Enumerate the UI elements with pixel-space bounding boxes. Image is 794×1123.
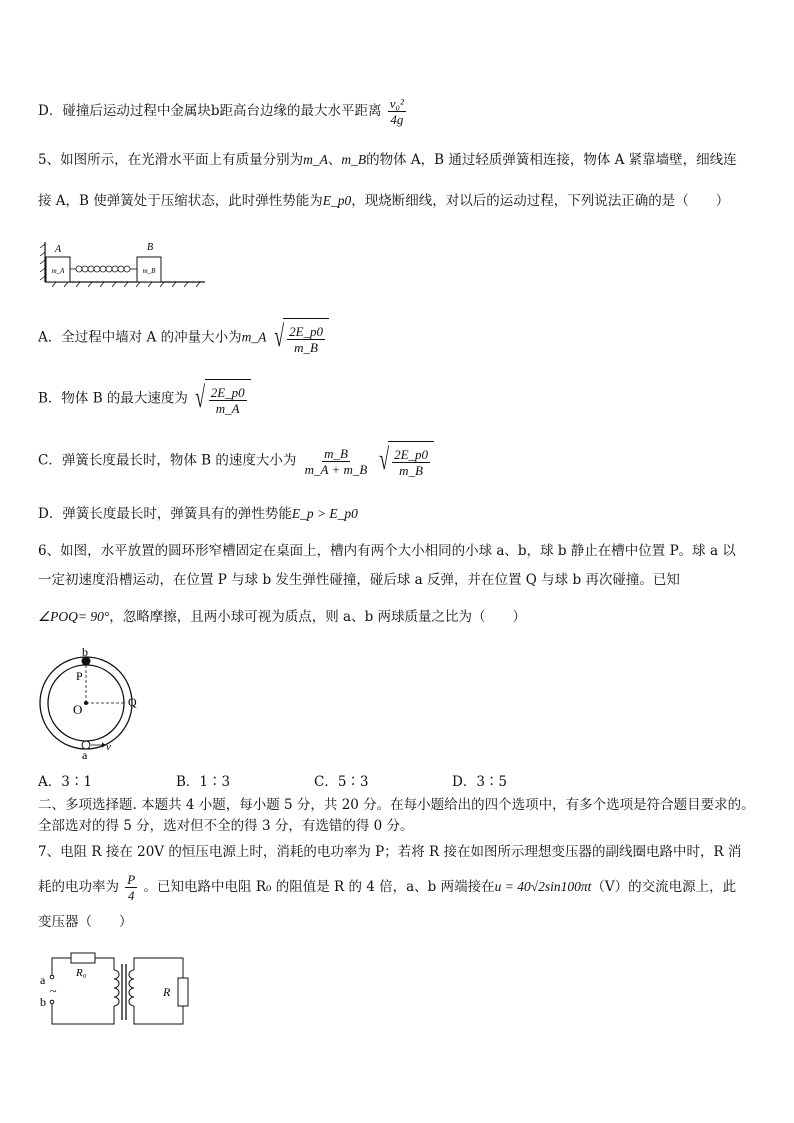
svg-text:Q: Q bbox=[128, 695, 137, 709]
q7-line1: 7、电阻 R 接在 20V 的恒压电源上时，消耗的电功率为 P；若将 R 接在如图所示理想变压器的副线圈电路中时，R 消 bbox=[38, 844, 742, 860]
svg-text:R: R bbox=[163, 985, 171, 999]
fraction-v0sq-over-4g: $\frac{\text{v₀²}}{4g}$ bbox=[389, 96, 404, 127]
q7-line3: 变压器（ ） bbox=[38, 914, 133, 930]
q4-option-d: D．碰撞后运动过程中金属块b距高台边缘的最大水平距离 $\frac{\text{v₀²}}{4g}$ bbox=[38, 96, 404, 127]
svg-text:R₀: R₀ bbox=[76, 967, 87, 979]
svg-text:P: P bbox=[76, 669, 83, 683]
section2-line2: 全部选对的得 5 分，选对但不全的得 3 分，有选错的得 0 分。 bbox=[38, 818, 414, 834]
ring-groove-figure bbox=[38, 644, 148, 760]
q6-option-c: C．5∶3 bbox=[314, 774, 369, 790]
q5-option-c: C．弹簧长度最长时，物体 B 的速度大小为 $\frac{m\_B}{m\_A + m\_B}$ √ $\frac{2E\_p0}{m\_B}$ bbox=[38, 441, 758, 481]
sqrt-2ep0-over-mb: √ $\frac{2E\_p0}{m\_B}$ bbox=[271, 318, 329, 358]
svg-text:b: b bbox=[82, 645, 88, 659]
q6-line2: 一定初速度沿槽运动，在位置 P 与球 b 发生弹性碰撞，碰后球 a 反弹，并在位置 Q 与球 b 再次碰撞。已知 bbox=[38, 572, 680, 588]
svg-text:b: b bbox=[40, 995, 46, 1009]
label-a: A bbox=[54, 244, 62, 255]
q7-line2: 耗的电功率为 $\frac{P}{4}$ 。已知电路中电阻 R₀ 的阻值是 R 的 4 倍，a、b 两端接在u = 40√2sin100πt（V）的交流电源上，此 bbox=[38, 872, 737, 903]
label-mb: m_B bbox=[142, 267, 156, 275]
transformer-circuit-figure bbox=[38, 948, 190, 1028]
sqrt-2ep0-over-mb-c: √ $\frac{2E\_p0}{m\_B}$ bbox=[376, 441, 434, 481]
q5-option-a: A．全过程中墙对 A 的冲量大小为m_A √ $\frac{2E\_p0}{m\_B}$ bbox=[38, 318, 758, 358]
svg-text:a: a bbox=[40, 973, 46, 987]
q6-option-b: B．1∶3 bbox=[176, 774, 231, 790]
resistor-r bbox=[178, 978, 188, 1006]
fraction-p-over-4: $\frac{P}{4}$ bbox=[127, 872, 136, 903]
sqrt-2ep0-over-ma: √ $\frac{2E\_p0}{m\_A}$ bbox=[192, 379, 250, 419]
label-ma: m_A bbox=[51, 267, 65, 275]
q5-line1: 5、如图所示，在光滑水平面上有质量分别为m_A、m_B的物体 A，B 通过轻质弹簧相连接，物体 A 紧靠墙壁，细线连 bbox=[38, 152, 737, 168]
svg-text:~: ~ bbox=[50, 984, 57, 998]
q6-option-a: A．3∶1 bbox=[38, 774, 92, 790]
resistor-r0 bbox=[71, 953, 95, 963]
section2-line1: 二、多项选择题. 本题共 4 小题，每小题 5 分，共 20 分。在每小题给出的四个选项中，有多个选项是符合题目要求的。 bbox=[38, 797, 755, 813]
fraction-mb-over-ma-plus-mb: $\frac{m\_B}{m\_A + m\_B}$ bbox=[304, 445, 368, 477]
q5-line2: 接 A，B 使弹簧处于压缩状态，此时弹性势能为E_p0，现烧断细线，对以后的运动过程，下列说法正确的是（ ） bbox=[38, 193, 730, 209]
q6-line1: 6、如图，水平放置的圆环形窄槽固定在桌面上，槽内有两个大小相同的小球 a、b，球 b 静止在槽中位置 P。球 a 以 bbox=[38, 543, 736, 559]
q6-line3: ∠POQ= 90°，忽略摩擦，且两小球可视为质点，则 a、b 两球质量之比为（ ） bbox=[38, 609, 527, 625]
svg-text:O: O bbox=[73, 702, 83, 717]
q6-options bbox=[38, 770, 758, 790]
spring bbox=[70, 266, 137, 272]
svg-text:a: a bbox=[82, 748, 88, 760]
svg-text:v: v bbox=[106, 741, 111, 753]
spring-block-figure bbox=[40, 236, 210, 288]
q6-option-d: D．3∶5 bbox=[452, 774, 508, 790]
q5-option-b: B．物体 B 的最大速度为 √ $\frac{2E\_p0}{m\_A}$ bbox=[38, 379, 758, 419]
label-b: B bbox=[146, 242, 154, 253]
q5-option-d: D．弹簧长度最长时，弹簧具有的弹性势能E_p > E_p0 bbox=[38, 506, 358, 522]
